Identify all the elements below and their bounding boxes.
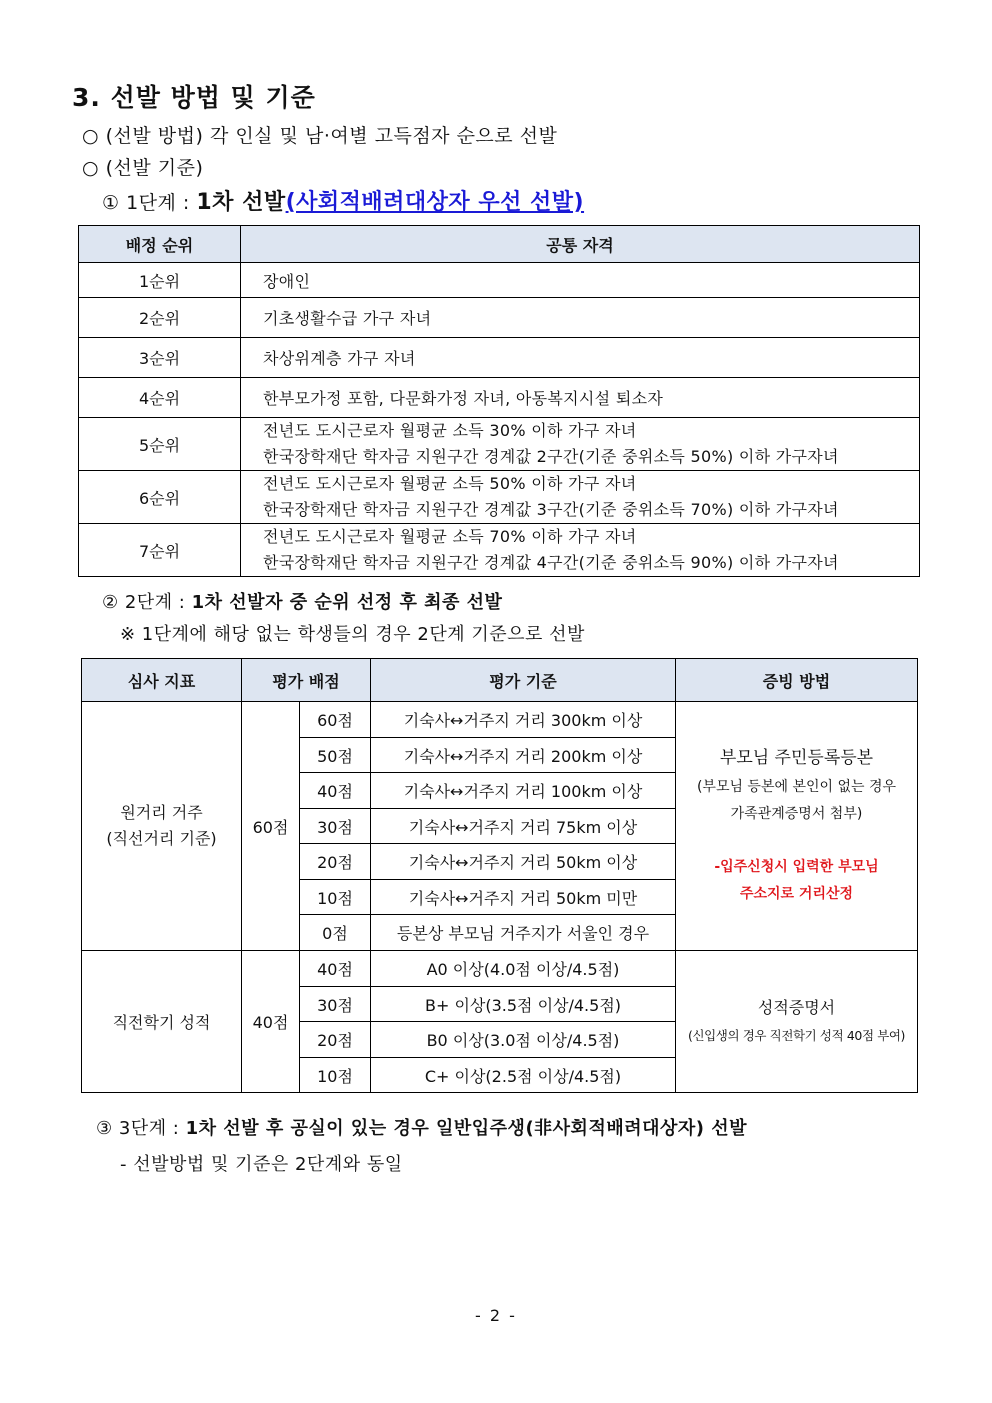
table2-header-indicator: 심사 지표 (82, 659, 242, 702)
criterion-cell: 기숙사↔거주지 거리 100km 이상 (371, 773, 676, 809)
step3-heading (96, 1114, 747, 1140)
section-title: 3. 선발 방법 및 기준 (72, 83, 316, 112)
table1-header-qualification: 공통 자격 (241, 226, 920, 263)
table-row (82, 702, 918, 738)
grade-total-cell: 40점 (242, 951, 300, 1093)
qualification-line: 한국장학재단 학자금 지원구간 경계값 4구간(기준 중위소득 90%) 이하 가구자녀 (263, 553, 839, 572)
proof-note: 가족관계증명서 첨부) (730, 805, 863, 822)
criterion-cell: 등본상 부모님 거주지가 서울인 경우 (371, 915, 676, 951)
distance-sublabel: (직선거리 기준) (106, 829, 217, 848)
score-cell: 0점 (300, 915, 371, 951)
table-row (79, 338, 920, 378)
qualification-cell: 차상위계층 가구 자녀 (241, 338, 920, 378)
table2-header-score: 평가 배점 (242, 659, 371, 702)
table-row (79, 263, 920, 298)
score-cell: 40점 (300, 951, 371, 987)
score-cell: 50점 (300, 738, 371, 773)
proof-note: (신입생의 경우 직전학기 성적 40점 부여) (687, 1027, 906, 1043)
rank-cell: 2순위 (79, 298, 241, 338)
bullet-method: ○ (선발 방법) 각 인실 및 남·여별 고득점자 순으로 선발 (82, 125, 558, 147)
distance-total-cell: 60점 (242, 702, 300, 951)
table2-header-proof: 증빙 방법 (676, 659, 918, 702)
step2-bold: 1차 선발자 중 순위 선정 후 최종 선발 (191, 592, 503, 613)
proof-main: 부모님 주민등록등본 (719, 747, 874, 768)
score-cell: 10점 (300, 1058, 371, 1093)
step3-note: - 선발방법 및 기준은 2단계와 동일 (120, 1154, 403, 1175)
proof-main: 성적증명서 (757, 997, 836, 1017)
score-cell: 20점 (300, 844, 371, 880)
step1-bold: 1차 선발 (196, 190, 286, 215)
distance-label: 원거리 거주 (120, 803, 203, 822)
bullet-criteria: ○ (선발 기준) (82, 157, 204, 179)
proof-note: (부모님 등본에 본인이 없는 경우 (696, 778, 897, 795)
score-cell: 20점 (300, 1022, 371, 1058)
rank-cell: 5순위 (79, 418, 241, 471)
distance-proof-cell (676, 702, 918, 951)
rank-cell: 4순위 (79, 378, 241, 418)
table-row (79, 524, 920, 577)
rank-cell: 1순위 (79, 263, 241, 298)
criterion-cell: B0 이상(3.0점 이상/4.5점) (371, 1022, 676, 1058)
qualification-line: 한국장학재단 학자금 지원구간 경계값 3구간(기준 중위소득 70%) 이하 가구자녀 (263, 500, 839, 519)
criterion-cell: A0 이상(4.0점 이상/4.5점) (371, 951, 676, 987)
step3-prefix: ③ 3단계 : (96, 1118, 186, 1139)
criterion-cell: C+ 이상(2.5점 이상/4.5점) (371, 1058, 676, 1093)
qualification-line: 전년도 도시근로자 월평균 소득 30% 이하 가구 자녀 (263, 421, 637, 440)
table-row (79, 298, 920, 338)
table-row (79, 418, 920, 471)
criterion-cell: 기숙사↔거주지 거리 75km 이상 (371, 809, 676, 844)
criterion-cell: 기숙사↔거주지 거리 50km 이상 (371, 844, 676, 880)
priority-table (78, 225, 920, 577)
proof-warning: -입주신청시 입력한 부모님 (714, 858, 879, 875)
table-row (79, 378, 920, 418)
page-number: - 2 - (475, 1306, 517, 1325)
qualification-cell (241, 524, 920, 577)
qualification-cell (241, 418, 920, 471)
criterion-cell: 기숙사↔거주지 거리 200km 이상 (371, 738, 676, 773)
table-row (82, 951, 918, 987)
criterion-cell: 기숙사↔거주지 거리 300km 이상 (371, 702, 676, 738)
qualification-line: 전년도 도시근로자 월평균 소득 70% 이하 가구 자녀 (263, 527, 637, 546)
rank-cell: 7순위 (79, 524, 241, 577)
rank-cell: 6순위 (79, 471, 241, 524)
table1-header-rank: 배정 순위 (79, 226, 241, 263)
qualification-cell: 기초생활수급 가구 자녀 (241, 298, 920, 338)
grade-indicator-cell: 직전학기 성적 (82, 951, 242, 1093)
qualification-line: 전년도 도시근로자 월평균 소득 50% 이하 가구 자녀 (263, 474, 637, 493)
grade-proof-cell (676, 951, 918, 1093)
step2-heading (102, 588, 502, 614)
score-cell: 40점 (300, 773, 371, 809)
qualification-cell: 한부모가정 포함, 다문화가정 자녀, 아동복지시설 퇴소자 (241, 378, 920, 418)
score-cell: 10점 (300, 880, 371, 915)
qualification-line: 한국장학재단 학자금 지원구간 경계값 2구간(기준 중위소득 50%) 이하 가구자녀 (263, 447, 839, 466)
rank-cell: 3순위 (79, 338, 241, 378)
step1-prefix: ① 1단계 : (102, 192, 197, 214)
distance-indicator-cell (82, 702, 242, 951)
table2-header-criterion: 평가 기준 (371, 659, 676, 702)
table-row (79, 471, 920, 524)
step1-highlight: (사회적배려대상자 우선 선발) (285, 190, 585, 215)
step3-bold: 1차 선발 후 공실이 있는 경우 일반입주생(非사회적배려대상자) 선발 (185, 1118, 748, 1139)
qualification-cell: 장애인 (241, 263, 920, 298)
qualification-cell (241, 471, 920, 524)
proof-warning: 주소지로 거리산정 (739, 885, 854, 902)
evaluation-table (81, 658, 918, 1093)
step2-note: ※ 1단계에 해당 없는 학생들의 경우 2단계 기준으로 선발 (120, 624, 585, 645)
score-cell: 60점 (300, 702, 371, 738)
step1-heading (102, 185, 584, 216)
score-cell: 30점 (300, 987, 371, 1022)
criterion-cell: 기숙사↔거주지 거리 50km 미만 (371, 880, 676, 915)
step2-prefix: ② 2단계 : (102, 592, 192, 613)
score-cell: 30점 (300, 809, 371, 844)
criterion-cell: B+ 이상(3.5점 이상/4.5점) (371, 987, 676, 1022)
